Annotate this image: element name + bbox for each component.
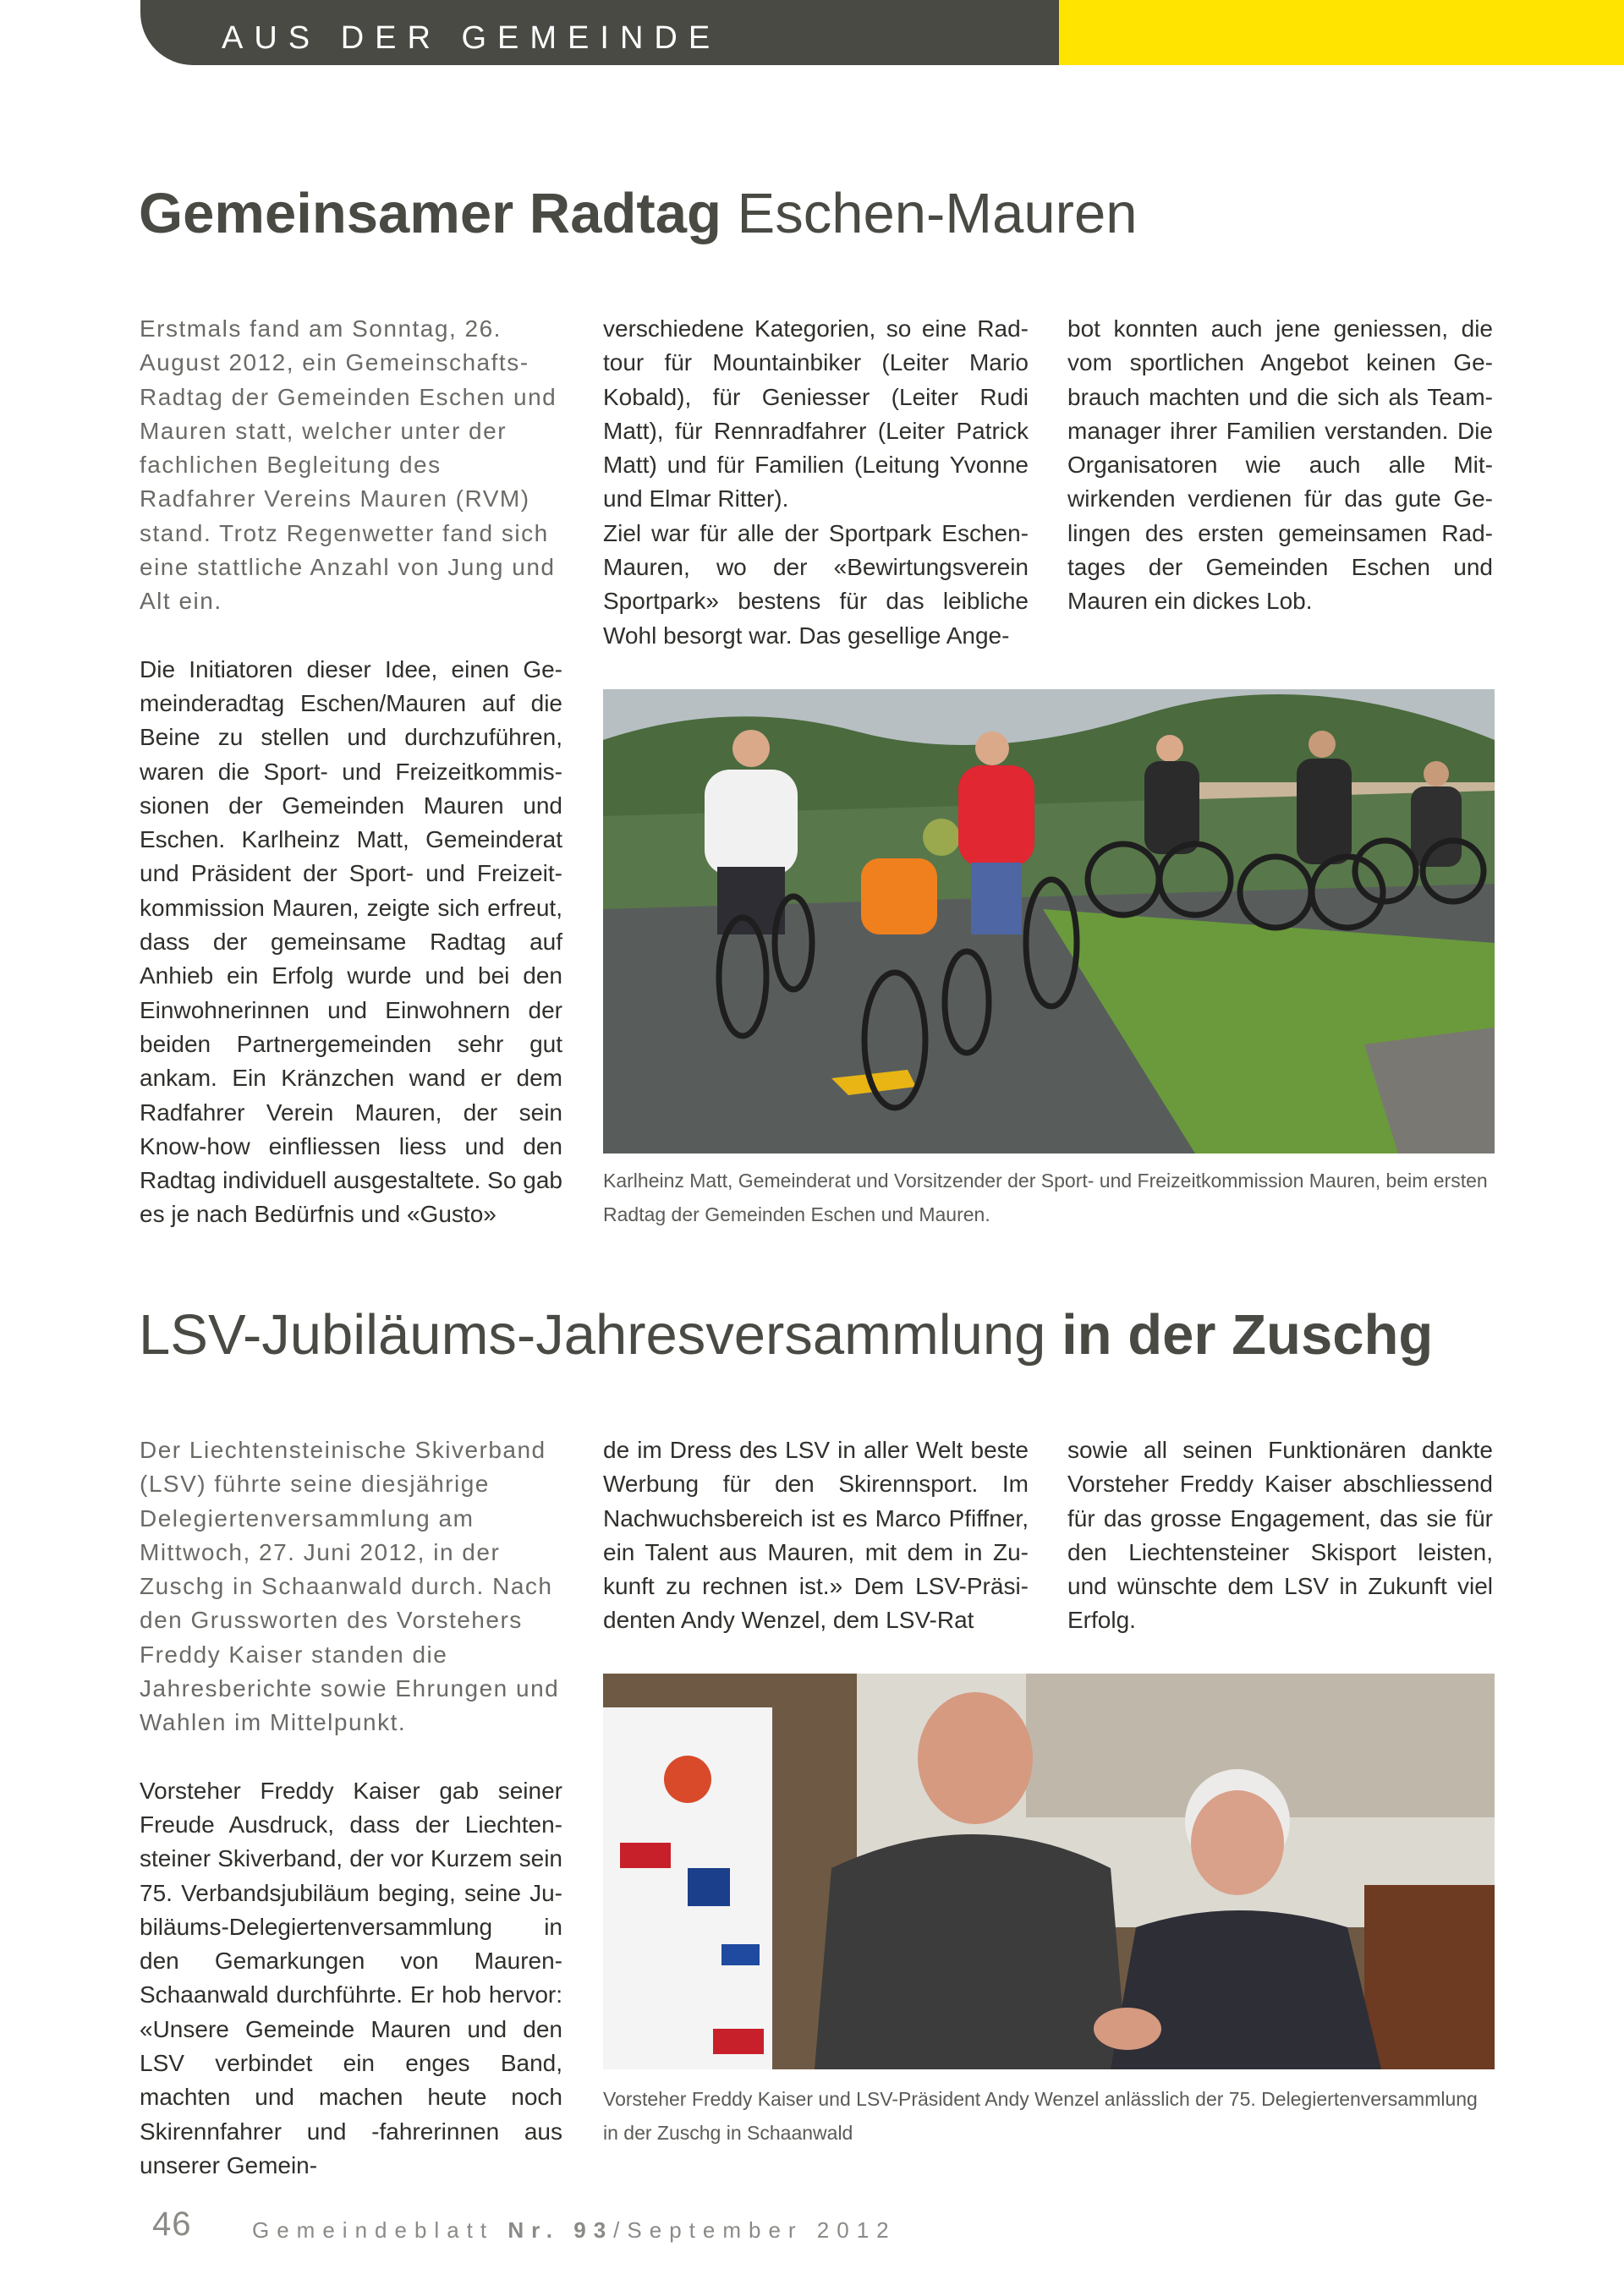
article1-lead: Erstmals fand am Sonntag, 26. August 2012, ein Gemeinschafts-Radtag der Gemeinden Eschen und Mauren statt, welcher unter der fachlichen Begleitung des Radfahrer Vereins Mauren (RVM) stand. Trotz Regenwetter fand sich eine stattliche Anzahl von Jung und Alt ein. xyxy=(140,315,557,615)
lsv-photo-illustration xyxy=(603,1674,1495,2069)
publication-line xyxy=(252,2217,897,2244)
page-footer xyxy=(152,2206,897,2244)
radtag-photo xyxy=(603,689,1495,1153)
radtag-photo-caption: Karlheinz Matt, Gemeinderat und Vorsitzender der Sport- und Freizeitkommission Mauren, beim ersten Radtag der Gemeinden Eschen und Mauren. xyxy=(603,1170,1488,1225)
article1-body-2: verschiedene Kategorien, so eine Radtour für Mountainbiker (Leiter Mario Kobald), für Geniesser (Leiter Rudi Matt), für Rennradfahrer (Leiter Patrick Matt) und für Familien (Leitung Yvonne und Elmar Ritter). xyxy=(603,315,1029,512)
article1-title xyxy=(139,180,1509,248)
issue-number: Nr. 93 xyxy=(508,2217,614,2243)
article2-column-1 xyxy=(140,1433,562,2217)
article1-body-4: bot konnten auch jene geniessen, die vom sportlichen Angebot keinen Gebrauch machten und die sich als Teammanager ihrer Familien verstanden. Die Organisatoren wie auch alle Mitwirkenden verdienen für das gute Gelingen des ersten gemeinsamen Radtages der Gemeinden Eschen und Mauren ein dickes Lob. xyxy=(1067,315,1493,615)
article2-lead: Der Liechtensteinische Skiverband (LSV) führte seine diesjährige Delegiertenversammlung am Mittwoch, 27. Juni 2012, in der Zuschg in Schaanwald durch. Nach den Grussworten des Vorstehers Freddy Kaiser standen die Jahresberichte sowie Ehrungen und Wahlen im Mittelpunkt. xyxy=(140,1437,560,1736)
article2-column-3 xyxy=(1067,1433,1493,1672)
article2-title xyxy=(139,1301,1509,1369)
article1-title-bold: Gemeinsamer Radtag xyxy=(139,182,721,245)
article2-column-2 xyxy=(603,1433,1029,1672)
publication-name: Gemeindeblatt xyxy=(252,2217,495,2243)
article1-body-3: Ziel war für alle der Sportpark Eschen-Mauren, wo der «Bewirtungsverein Sportpark» bestens für das leibliche Wohl besorgt war. Das gesellige Ange- xyxy=(603,519,1029,649)
article1-column-3 xyxy=(1067,312,1493,653)
lsv-photo xyxy=(603,1674,1495,2069)
issue-date: /September 2012 xyxy=(613,2217,897,2243)
article2-title-bold: in der Zuschg xyxy=(1062,1303,1434,1367)
article2-title-regular: LSV-Jubiläums-Jahresversammlung xyxy=(139,1303,1046,1367)
radtag-photo-illustration xyxy=(603,689,1495,1153)
article1-column-1 xyxy=(140,312,562,1266)
section-label: AUS DER GEMEINDE xyxy=(222,20,721,56)
article2-body-1: Vorsteher Freddy Kaiser gab seiner Freude Ausdruck, dass der Liechtensteiner Skiverband, der vor Kurzem sein 75. Verbandsjubiläum beging, seine Jubiläums-Delegiertenversammlung in den Gemarkungen von Mauren-Schaanwald durchführte. Er hob hervor: «Unsere Gemeinde Mauren und den LSV verbindet ein enges Band, machten und machen heute noch Skirennfahrer und -fahrerinnen aus unserer Gemein- xyxy=(140,1777,562,2178)
header-accent-stripe xyxy=(1059,0,1624,65)
lsv-photo-caption: Vorsteher Freddy Kaiser und LSV-Präsident Andy Wenzel anlässlich der 75. Delegiertenversammlung in der Zuschg in Schaanwald xyxy=(603,2088,1478,2144)
article2-body-2: de im Dress des LSV in aller Welt beste Werbung für den Skirennsport. Im Nachwuchsbereich ist es Marco Pfiffner, ein Talent aus Mauren, mit dem in Zukunft zu rechnen ist.» Dem LSV-Präsidenten Andy Wenzel, dem LSV-Rat xyxy=(603,1437,1029,1634)
section-header-bar xyxy=(140,0,1059,65)
article2-body-3: sowie all seinen Funktionären dankte Vorsteher Freddy Kaiser abschliessend für das grosse Engagement, das sie für den Liechtensteiner Skisport leisten, und wünschte dem LSV in Zukunft viel Erfolg. xyxy=(1067,1437,1493,1634)
article1-column-2 xyxy=(603,312,1029,653)
page-number: 46 xyxy=(152,2206,192,2243)
article1-title-regular: Eschen-Mauren xyxy=(737,182,1138,245)
article1-body-1: Die Initiatoren dieser Idee, einen Gemeinderadtag Eschen/Mauren auf die Beine zu stellen und durchzuführen, waren die Sport- und Freizeitkommissionen der Gemeinden Mauren und Eschen. Karlheinz Matt, Gemeinderat und Präsident der Sport- und Freizeitkommission Mauren, zeigte sich erfreut, dass der gemeinsame Radtag auf Anhieb ein Erfolg wurde und bei den Einwohnerinnen und Einwohnern der beiden Partnergemeinden sehr gut ankam. Ein Kränzchen wand er dem Radfahrer Verein Mauren, der sein Know-how einfliessen liess und den Radtag individuell ausgestaltete. So gab es je nach Bedürfnis und «Gusto» xyxy=(140,655,562,1228)
